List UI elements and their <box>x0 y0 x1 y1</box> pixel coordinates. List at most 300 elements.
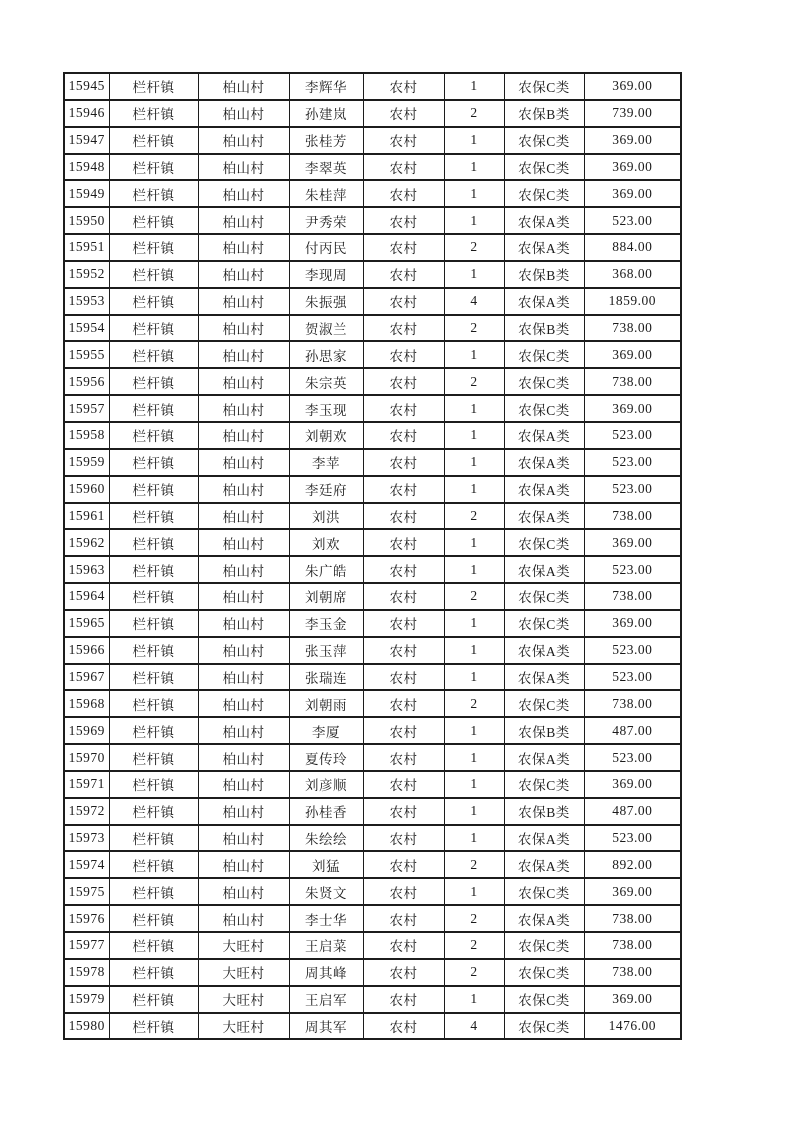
residence-type-cell: 农村 <box>363 154 444 181</box>
person-name-cell: 王启军 <box>289 986 363 1013</box>
table-row <box>64 1013 681 1040</box>
table-row <box>64 341 681 368</box>
insurance-category-cell: 农保A类 <box>504 637 584 664</box>
village-cell: 柏山村 <box>198 261 289 288</box>
town-cell: 栏杆镇 <box>109 798 198 825</box>
record-id-cell: 15949 <box>64 180 109 207</box>
amount-cell: 523.00 <box>584 744 681 771</box>
village-cell: 柏山村 <box>198 234 289 261</box>
person-name-cell: 张桂芳 <box>289 127 363 154</box>
residence-type-cell: 农村 <box>363 449 444 476</box>
residence-type-cell: 农村 <box>363 234 444 261</box>
residence-type-cell: 农村 <box>363 744 444 771</box>
village-cell: 柏山村 <box>198 341 289 368</box>
amount-cell: 738.00 <box>584 583 681 610</box>
insurance-category-cell: 农保A类 <box>504 851 584 878</box>
insurance-category-cell: 农保A类 <box>504 556 584 583</box>
record-id-cell: 15972 <box>64 798 109 825</box>
person-name-cell: 周其峰 <box>289 959 363 986</box>
person-name-cell: 孙桂香 <box>289 798 363 825</box>
village-cell: 柏山村 <box>198 395 289 422</box>
person-count-cell: 1 <box>444 341 504 368</box>
record-id-cell: 15964 <box>64 583 109 610</box>
amount-cell: 738.00 <box>584 368 681 395</box>
town-cell: 栏杆镇 <box>109 771 198 798</box>
amount-cell: 523.00 <box>584 449 681 476</box>
town-cell: 栏杆镇 <box>109 583 198 610</box>
town-cell: 栏杆镇 <box>109 261 198 288</box>
person-name-cell: 李厦 <box>289 717 363 744</box>
amount-cell: 369.00 <box>584 878 681 905</box>
person-name-cell: 刘洪 <box>289 503 363 530</box>
person-count-cell: 1 <box>444 207 504 234</box>
table-row <box>64 315 681 342</box>
table-row <box>64 449 681 476</box>
table-row <box>64 288 681 315</box>
village-cell: 柏山村 <box>198 288 289 315</box>
person-name-cell: 张瑞连 <box>289 664 363 691</box>
person-name-cell: 朱振强 <box>289 288 363 315</box>
person-name-cell: 刘朝欢 <box>289 422 363 449</box>
village-cell: 柏山村 <box>198 637 289 664</box>
record-id-cell: 15947 <box>64 127 109 154</box>
village-cell: 柏山村 <box>198 503 289 530</box>
village-cell: 柏山村 <box>198 717 289 744</box>
insurance-category-cell: 农保A类 <box>504 664 584 691</box>
person-count-cell: 2 <box>444 234 504 261</box>
person-count-cell: 1 <box>444 825 504 852</box>
village-cell: 柏山村 <box>198 905 289 932</box>
person-name-cell: 朱宗英 <box>289 368 363 395</box>
residence-type-cell: 农村 <box>363 207 444 234</box>
town-cell: 栏杆镇 <box>109 717 198 744</box>
amount-cell: 523.00 <box>584 422 681 449</box>
insurance-category-cell: 农保C类 <box>504 690 584 717</box>
village-cell: 柏山村 <box>198 878 289 905</box>
residence-type-cell: 农村 <box>363 180 444 207</box>
table-row <box>64 368 681 395</box>
table-row <box>64 690 681 717</box>
insurance-category-cell: 农保C类 <box>504 529 584 556</box>
table-row <box>64 100 681 127</box>
residence-type-cell: 农村 <box>363 503 444 530</box>
amount-cell: 739.00 <box>584 100 681 127</box>
insurance-category-cell: 农保C类 <box>504 583 584 610</box>
insurance-category-cell: 农保A类 <box>504 422 584 449</box>
table-row <box>64 744 681 771</box>
record-id-cell: 15973 <box>64 825 109 852</box>
residence-type-cell: 农村 <box>363 476 444 503</box>
record-id-cell: 15955 <box>64 341 109 368</box>
insurance-category-cell: 农保C类 <box>504 986 584 1013</box>
person-name-cell: 刘猛 <box>289 851 363 878</box>
residence-type-cell: 农村 <box>363 261 444 288</box>
record-id-cell: 15950 <box>64 207 109 234</box>
amount-cell: 523.00 <box>584 207 681 234</box>
residence-type-cell: 农村 <box>363 798 444 825</box>
person-name-cell: 张玉萍 <box>289 637 363 664</box>
person-name-cell: 孙思家 <box>289 341 363 368</box>
record-id-cell: 15977 <box>64 932 109 959</box>
record-id-cell: 15968 <box>64 690 109 717</box>
amount-cell: 369.00 <box>584 610 681 637</box>
residence-type-cell: 农村 <box>363 341 444 368</box>
town-cell: 栏杆镇 <box>109 637 198 664</box>
table-row <box>64 583 681 610</box>
insurance-category-cell: 农保C类 <box>504 341 584 368</box>
record-id-cell: 15980 <box>64 1013 109 1040</box>
residence-type-cell: 农村 <box>363 127 444 154</box>
village-cell: 柏山村 <box>198 449 289 476</box>
person-count-cell: 2 <box>444 851 504 878</box>
record-id-cell: 15969 <box>64 717 109 744</box>
amount-cell: 523.00 <box>584 476 681 503</box>
record-id-cell: 15971 <box>64 771 109 798</box>
table-row <box>64 637 681 664</box>
town-cell: 栏杆镇 <box>109 154 198 181</box>
insurance-category-cell: 农保C类 <box>504 368 584 395</box>
person-name-cell: 周其军 <box>289 1013 363 1040</box>
residence-type-cell: 农村 <box>363 73 444 100</box>
insurance-category-cell: 农保C类 <box>504 932 584 959</box>
table-row <box>64 905 681 932</box>
record-id-cell: 15952 <box>64 261 109 288</box>
insurance-category-cell: 农保C类 <box>504 878 584 905</box>
village-cell: 柏山村 <box>198 73 289 100</box>
town-cell: 栏杆镇 <box>109 100 198 127</box>
table-row <box>64 154 681 181</box>
table-row <box>64 771 681 798</box>
village-cell: 大旺村 <box>198 932 289 959</box>
table-row <box>64 422 681 449</box>
insurance-category-cell: 农保B类 <box>504 315 584 342</box>
amount-cell: 523.00 <box>584 825 681 852</box>
person-count-cell: 1 <box>444 610 504 637</box>
record-id-cell: 15967 <box>64 664 109 691</box>
table-row <box>64 503 681 530</box>
amount-cell: 1476.00 <box>584 1013 681 1040</box>
residence-type-cell: 农村 <box>363 717 444 744</box>
residence-type-cell: 农村 <box>363 878 444 905</box>
residence-type-cell: 农村 <box>363 556 444 583</box>
person-name-cell: 李士华 <box>289 905 363 932</box>
record-id-cell: 15958 <box>64 422 109 449</box>
amount-cell: 1859.00 <box>584 288 681 315</box>
amount-cell: 369.00 <box>584 771 681 798</box>
insurance-category-cell: 农保B类 <box>504 717 584 744</box>
amount-cell: 369.00 <box>584 395 681 422</box>
insurance-category-cell: 农保A类 <box>504 503 584 530</box>
person-count-cell: 1 <box>444 878 504 905</box>
record-id-cell: 15948 <box>64 154 109 181</box>
table-row <box>64 73 681 100</box>
residence-type-cell: 农村 <box>363 395 444 422</box>
amount-cell: 738.00 <box>584 315 681 342</box>
table-row <box>64 932 681 959</box>
residence-type-cell: 农村 <box>363 825 444 852</box>
benefit-table <box>63 72 682 1040</box>
record-id-cell: 15962 <box>64 529 109 556</box>
residence-type-cell: 农村 <box>363 610 444 637</box>
person-name-cell: 刘朝雨 <box>289 690 363 717</box>
insurance-category-cell: 农保B类 <box>504 261 584 288</box>
residence-type-cell: 农村 <box>363 1013 444 1040</box>
village-cell: 柏山村 <box>198 180 289 207</box>
person-name-cell: 孙建岚 <box>289 100 363 127</box>
amount-cell: 369.00 <box>584 529 681 556</box>
residence-type-cell: 农村 <box>363 368 444 395</box>
insurance-category-cell: 农保C类 <box>504 959 584 986</box>
person-name-cell: 李苹 <box>289 449 363 476</box>
amount-cell: 884.00 <box>584 234 681 261</box>
record-id-cell: 15975 <box>64 878 109 905</box>
table-row <box>64 851 681 878</box>
table-row <box>64 476 681 503</box>
person-name-cell: 李辉华 <box>289 73 363 100</box>
amount-cell: 487.00 <box>584 717 681 744</box>
residence-type-cell: 农村 <box>363 315 444 342</box>
amount-cell: 523.00 <box>584 556 681 583</box>
table-row <box>64 261 681 288</box>
person-count-cell: 1 <box>444 395 504 422</box>
residence-type-cell: 农村 <box>363 932 444 959</box>
residence-type-cell: 农村 <box>363 422 444 449</box>
table-row <box>64 717 681 744</box>
residence-type-cell: 农村 <box>363 583 444 610</box>
village-cell: 柏山村 <box>198 154 289 181</box>
village-cell: 柏山村 <box>198 583 289 610</box>
person-count-cell: 1 <box>444 664 504 691</box>
village-cell: 柏山村 <box>198 100 289 127</box>
insurance-category-cell: 农保A类 <box>504 207 584 234</box>
table-row <box>64 127 681 154</box>
town-cell: 栏杆镇 <box>109 395 198 422</box>
town-cell: 栏杆镇 <box>109 664 198 691</box>
person-count-cell: 2 <box>444 503 504 530</box>
residence-type-cell: 农村 <box>363 851 444 878</box>
table-row <box>64 825 681 852</box>
person-count-cell: 2 <box>444 100 504 127</box>
person-name-cell: 李玉现 <box>289 395 363 422</box>
record-id-cell: 15953 <box>64 288 109 315</box>
town-cell: 栏杆镇 <box>109 529 198 556</box>
record-id-cell: 15959 <box>64 449 109 476</box>
town-cell: 栏杆镇 <box>109 503 198 530</box>
person-count-cell: 1 <box>444 449 504 476</box>
table-row <box>64 395 681 422</box>
village-cell: 大旺村 <box>198 959 289 986</box>
table-row <box>64 986 681 1013</box>
table-row <box>64 610 681 637</box>
village-cell: 柏山村 <box>198 422 289 449</box>
person-count-cell: 4 <box>444 288 504 315</box>
person-name-cell: 李廷府 <box>289 476 363 503</box>
residence-type-cell: 农村 <box>363 529 444 556</box>
amount-cell: 738.00 <box>584 690 681 717</box>
residence-type-cell: 农村 <box>363 664 444 691</box>
town-cell: 栏杆镇 <box>109 73 198 100</box>
residence-type-cell: 农村 <box>363 100 444 127</box>
amount-cell: 369.00 <box>584 73 681 100</box>
town-cell: 栏杆镇 <box>109 1013 198 1040</box>
benefit-table-container <box>63 72 681 1040</box>
person-name-cell: 朱贤文 <box>289 878 363 905</box>
village-cell: 柏山村 <box>198 610 289 637</box>
amount-cell: 892.00 <box>584 851 681 878</box>
table-row <box>64 798 681 825</box>
person-count-cell: 1 <box>444 637 504 664</box>
person-name-cell: 李现周 <box>289 261 363 288</box>
town-cell: 栏杆镇 <box>109 744 198 771</box>
person-count-cell: 1 <box>444 798 504 825</box>
person-name-cell: 朱绘绘 <box>289 825 363 852</box>
insurance-category-cell: 农保A类 <box>504 744 584 771</box>
record-id-cell: 15963 <box>64 556 109 583</box>
table-row <box>64 959 681 986</box>
person-count-cell: 1 <box>444 744 504 771</box>
village-cell: 柏山村 <box>198 476 289 503</box>
town-cell: 栏杆镇 <box>109 825 198 852</box>
village-cell: 柏山村 <box>198 744 289 771</box>
insurance-category-cell: 农保A类 <box>504 449 584 476</box>
town-cell: 栏杆镇 <box>109 341 198 368</box>
village-cell: 大旺村 <box>198 1013 289 1040</box>
town-cell: 栏杆镇 <box>109 422 198 449</box>
person-count-cell: 1 <box>444 180 504 207</box>
person-name-cell: 刘彦顺 <box>289 771 363 798</box>
person-name-cell: 王启菜 <box>289 932 363 959</box>
amount-cell: 369.00 <box>584 986 681 1013</box>
town-cell: 栏杆镇 <box>109 851 198 878</box>
insurance-category-cell: 农保C类 <box>504 771 584 798</box>
insurance-category-cell: 农保C类 <box>504 73 584 100</box>
person-count-cell: 1 <box>444 261 504 288</box>
person-count-cell: 1 <box>444 717 504 744</box>
insurance-category-cell: 农保C类 <box>504 1013 584 1040</box>
record-id-cell: 15978 <box>64 959 109 986</box>
insurance-category-cell: 农保A类 <box>504 234 584 261</box>
amount-cell: 369.00 <box>584 341 681 368</box>
residence-type-cell: 农村 <box>363 288 444 315</box>
insurance-category-cell: 农保C类 <box>504 154 584 181</box>
person-count-cell: 2 <box>444 315 504 342</box>
amount-cell: 738.00 <box>584 932 681 959</box>
village-cell: 柏山村 <box>198 315 289 342</box>
village-cell: 柏山村 <box>198 664 289 691</box>
village-cell: 柏山村 <box>198 207 289 234</box>
amount-cell: 523.00 <box>584 664 681 691</box>
village-cell: 柏山村 <box>198 825 289 852</box>
table-row <box>64 556 681 583</box>
village-cell: 柏山村 <box>198 798 289 825</box>
record-id-cell: 15976 <box>64 905 109 932</box>
amount-cell: 738.00 <box>584 503 681 530</box>
town-cell: 栏杆镇 <box>109 368 198 395</box>
town-cell: 栏杆镇 <box>109 180 198 207</box>
insurance-category-cell: 农保C类 <box>504 127 584 154</box>
benefit-table-body <box>64 73 681 1039</box>
amount-cell: 738.00 <box>584 905 681 932</box>
person-name-cell: 刘欢 <box>289 529 363 556</box>
person-count-cell: 1 <box>444 986 504 1013</box>
amount-cell: 738.00 <box>584 959 681 986</box>
amount-cell: 523.00 <box>584 637 681 664</box>
record-id-cell: 15960 <box>64 476 109 503</box>
record-id-cell: 15946 <box>64 100 109 127</box>
village-cell: 柏山村 <box>198 556 289 583</box>
village-cell: 柏山村 <box>198 690 289 717</box>
person-count-cell: 1 <box>444 556 504 583</box>
record-id-cell: 15979 <box>64 986 109 1013</box>
person-name-cell: 朱桂萍 <box>289 180 363 207</box>
person-name-cell: 尹秀荣 <box>289 207 363 234</box>
record-id-cell: 15956 <box>64 368 109 395</box>
town-cell: 栏杆镇 <box>109 476 198 503</box>
person-count-cell: 2 <box>444 368 504 395</box>
town-cell: 栏杆镇 <box>109 932 198 959</box>
residence-type-cell: 农村 <box>363 986 444 1013</box>
residence-type-cell: 农村 <box>363 959 444 986</box>
residence-type-cell: 农村 <box>363 637 444 664</box>
person-name-cell: 刘朝席 <box>289 583 363 610</box>
town-cell: 栏杆镇 <box>109 986 198 1013</box>
person-count-cell: 2 <box>444 690 504 717</box>
town-cell: 栏杆镇 <box>109 449 198 476</box>
insurance-category-cell: 农保A类 <box>504 288 584 315</box>
person-name-cell: 付丙民 <box>289 234 363 261</box>
amount-cell: 368.00 <box>584 261 681 288</box>
person-count-cell: 2 <box>444 932 504 959</box>
residence-type-cell: 农村 <box>363 771 444 798</box>
person-name-cell: 贺淑兰 <box>289 315 363 342</box>
village-cell: 柏山村 <box>198 771 289 798</box>
insurance-category-cell: 农保A类 <box>504 476 584 503</box>
town-cell: 栏杆镇 <box>109 610 198 637</box>
person-count-cell: 1 <box>444 529 504 556</box>
village-cell: 柏山村 <box>198 529 289 556</box>
insurance-category-cell: 农保A类 <box>504 905 584 932</box>
person-count-cell: 1 <box>444 422 504 449</box>
town-cell: 栏杆镇 <box>109 878 198 905</box>
record-id-cell: 15951 <box>64 234 109 261</box>
person-count-cell: 1 <box>444 127 504 154</box>
town-cell: 栏杆镇 <box>109 127 198 154</box>
village-cell: 柏山村 <box>198 851 289 878</box>
insurance-category-cell: 农保B类 <box>504 798 584 825</box>
person-count-cell: 1 <box>444 771 504 798</box>
record-id-cell: 15965 <box>64 610 109 637</box>
insurance-category-cell: 农保B类 <box>504 100 584 127</box>
town-cell: 栏杆镇 <box>109 556 198 583</box>
person-count-cell: 1 <box>444 73 504 100</box>
town-cell: 栏杆镇 <box>109 315 198 342</box>
table-row <box>64 878 681 905</box>
person-count-cell: 2 <box>444 583 504 610</box>
residence-type-cell: 农村 <box>363 905 444 932</box>
person-count-cell: 4 <box>444 1013 504 1040</box>
town-cell: 栏杆镇 <box>109 207 198 234</box>
record-id-cell: 15945 <box>64 73 109 100</box>
town-cell: 栏杆镇 <box>109 959 198 986</box>
insurance-category-cell: 农保C类 <box>504 180 584 207</box>
residence-type-cell: 农村 <box>363 690 444 717</box>
table-row <box>64 180 681 207</box>
table-row <box>64 529 681 556</box>
person-count-cell: 2 <box>444 959 504 986</box>
record-id-cell: 15970 <box>64 744 109 771</box>
record-id-cell: 15966 <box>64 637 109 664</box>
insurance-category-cell: 农保C类 <box>504 395 584 422</box>
